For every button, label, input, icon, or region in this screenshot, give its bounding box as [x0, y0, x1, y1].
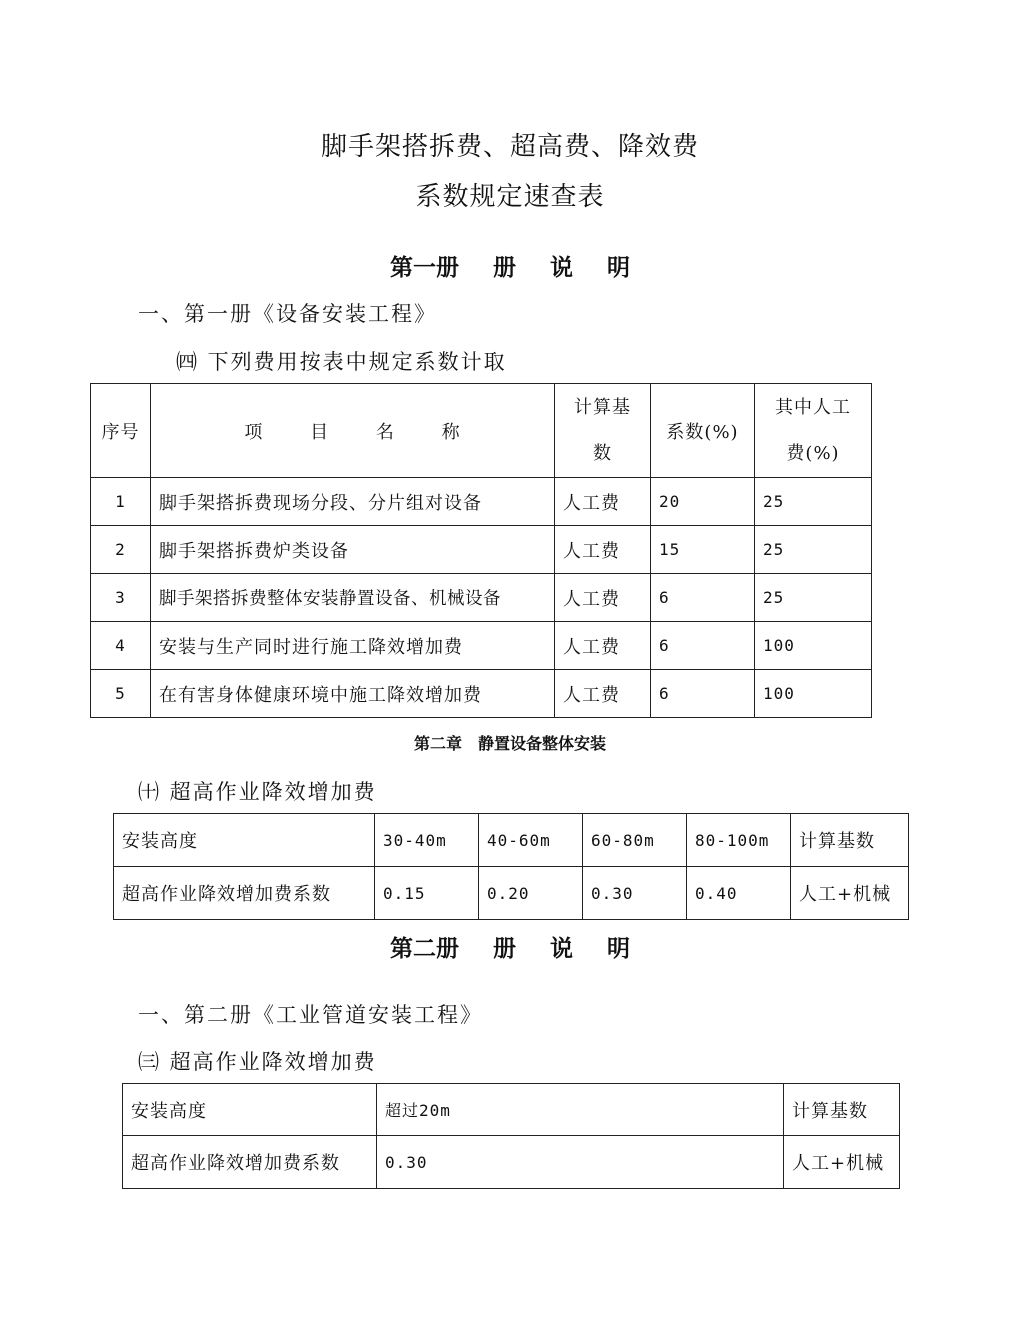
- header-name: [151, 384, 555, 478]
- book2-heading: [0, 930, 1020, 963]
- book2-subsection: ㈢ 超高作业降效增加费: [138, 1050, 377, 1074]
- table-row: [114, 814, 909, 867]
- row-base: 人工费: [555, 574, 651, 622]
- row-coef: 6: [651, 670, 755, 718]
- cell-label: 超高作业降效增加费系数: [123, 1136, 377, 1189]
- book1-heading-part: 明: [607, 255, 631, 281]
- row-coef: 15: [651, 526, 755, 574]
- table-row: [114, 867, 909, 920]
- cell-height: 超过20m: [377, 1084, 784, 1136]
- row-no: 5: [91, 670, 151, 718]
- row-coef: 6: [651, 622, 755, 670]
- row-base: 人工费: [555, 526, 651, 574]
- book1-heading-part: 第一册: [389, 255, 459, 281]
- doc-title-line1: 脚手架搭拆费、超高费、降效费: [320, 132, 699, 162]
- row-coef: 20: [651, 478, 755, 526]
- book2-heading-part: 明: [607, 936, 631, 962]
- row-no: 2: [91, 526, 151, 574]
- row-name: 在有害身体健康环境中施工降效增加费: [151, 670, 555, 718]
- table-row: [123, 1084, 900, 1136]
- book1-heading: [0, 249, 1020, 282]
- height-coef-table: [113, 813, 909, 920]
- doc-title-line2: 系数规定速查表: [415, 182, 605, 212]
- cell-label: 超高作业降效增加费系数: [114, 867, 375, 920]
- table-row: [91, 478, 872, 526]
- header-name-char: 目: [310, 421, 330, 443]
- cell-label: 安装高度: [114, 814, 375, 867]
- header-name-char: 名: [375, 421, 395, 443]
- row-base: 人工费: [555, 670, 651, 718]
- row-labor: 25: [755, 478, 872, 526]
- book1-heading-part: 册: [492, 255, 516, 281]
- chapter-heading: 第二章 静置设备整体安装: [413, 734, 606, 753]
- book1-subsection: ㈣ 下列费用按表中规定系数计取: [176, 350, 507, 374]
- cell-coef: 0.30: [583, 867, 687, 920]
- book2-heading-part: 说: [550, 936, 573, 962]
- cell-coef: 0.20: [479, 867, 583, 920]
- table-row: [91, 526, 872, 574]
- table-row: [91, 622, 872, 670]
- header-base-line1: 计算基: [574, 396, 631, 418]
- cell-coef: 0.15: [375, 867, 479, 920]
- book1-heading-part: 说: [550, 255, 573, 281]
- table-row: [91, 574, 872, 622]
- cell-base: 计算基数: [791, 814, 909, 867]
- cell-base: 人工+机械: [784, 1136, 900, 1189]
- row-no: 1: [91, 478, 151, 526]
- cell-label: 安装高度: [123, 1084, 377, 1136]
- row-name: 安装与生产同时进行施工降效增加费: [151, 622, 555, 670]
- book2-heading-part: 第二册: [389, 936, 459, 962]
- row-no: 3: [91, 574, 151, 622]
- header-labor-line2: 费(%): [786, 442, 840, 464]
- row-labor: 100: [755, 670, 872, 718]
- row-name: 脚手架搭拆费现场分段、分片组对设备: [151, 478, 555, 526]
- cell-height: 40-60m: [479, 814, 583, 867]
- header-labor: [755, 384, 872, 478]
- header-name-char: 项: [244, 421, 264, 443]
- row-base: 人工费: [555, 622, 651, 670]
- book1-sub2: ㈩ 超高作业降效增加费: [138, 780, 377, 804]
- book1-fee-table: [90, 383, 872, 718]
- cell-height: 80-100m: [687, 814, 791, 867]
- cell-coef: 0.40: [687, 867, 791, 920]
- table-header-row: [91, 384, 872, 478]
- book2-section: 一、第二册《工业管道安装工程》: [138, 1003, 483, 1027]
- cell-base: 计算基数: [784, 1084, 900, 1136]
- header-coef: 系数(%): [651, 384, 755, 478]
- book2-heading-part: 册: [492, 936, 516, 962]
- row-labor: 25: [755, 526, 872, 574]
- cell-height: 60-80m: [583, 814, 687, 867]
- row-no: 4: [91, 622, 151, 670]
- cell-base: 人工+机械: [791, 867, 909, 920]
- table-row: [91, 670, 872, 718]
- header-labor-line1: 其中人工: [775, 396, 851, 418]
- row-base: 人工费: [555, 478, 651, 526]
- row-coef: 6: [651, 574, 755, 622]
- row-labor: 100: [755, 622, 872, 670]
- header-base-line2: 数: [593, 442, 612, 464]
- header-no: 序号: [91, 384, 151, 478]
- row-labor: 25: [755, 574, 872, 622]
- book1-section: 一、第一册《设备安装工程》: [138, 302, 437, 326]
- header-base: [555, 384, 651, 478]
- row-name: 脚手架搭拆费炉类设备: [151, 526, 555, 574]
- header-name-char: 称: [441, 421, 461, 443]
- row-name: 脚手架搭拆费整体安装静置设备、机械设备: [151, 574, 555, 622]
- pipe-height-table: [122, 1083, 900, 1189]
- table-row: [123, 1136, 900, 1189]
- cell-coef: 0.30: [377, 1136, 784, 1189]
- cell-height: 30-40m: [375, 814, 479, 867]
